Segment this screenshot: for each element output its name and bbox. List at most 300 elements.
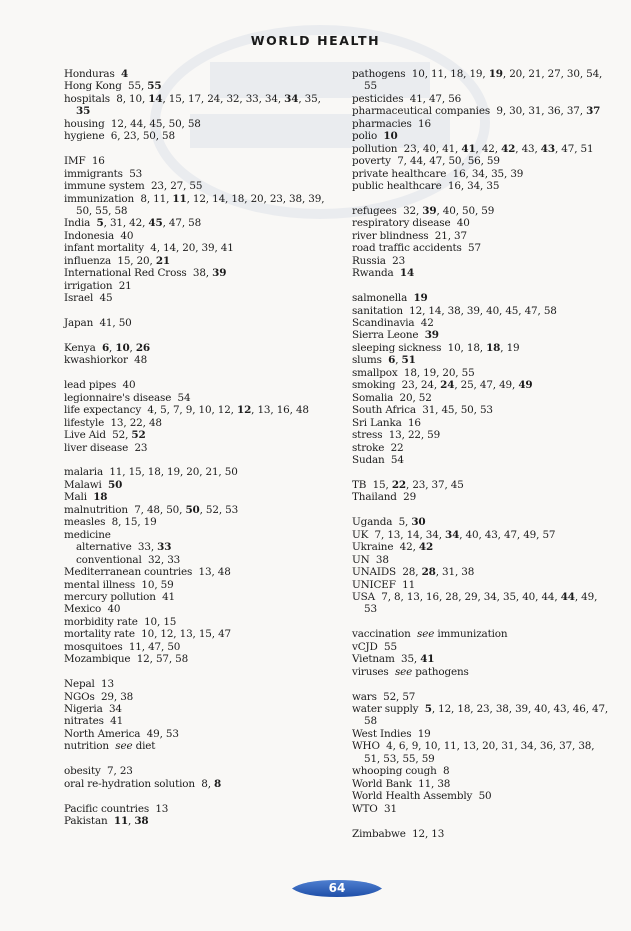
page-reference: 8 [140,192,147,205]
page-reference: 50 [142,130,156,143]
index-entry: hospitals 8, 10, 14, 15, 17, 24, 32, 33, 34, 34, 35, 35 [64,92,321,118]
index-entry [64,740,326,752]
index-entry: hygiene 6, 23, 50, 58 [64,130,175,143]
page-reference: 6 [101,341,110,354]
index-entry: sleeping sickness 10, 18, 18, 19 [352,341,520,354]
index-term: infant mortality [64,242,144,255]
page-reference: 20 [442,366,456,379]
page-reference: 23 [403,142,417,155]
page-reference: 23 [476,703,490,716]
index-term: sanitation [352,304,403,317]
index-term: lifestyle [64,416,105,429]
page-reference: 48 [295,404,309,417]
page-reference: 55 [461,366,475,379]
page-reference: 27 [547,68,561,80]
page-reference: 58 [543,304,557,317]
page-reference: 18 [466,341,480,354]
page-reference: 34 [284,92,299,105]
page-reference: 19 [469,68,483,80]
page-reference: 52 [131,429,146,442]
index-entry [352,666,612,678]
page-reference: 45 [148,217,163,230]
page-reference: 53 [479,404,493,417]
page-reference: 20 [509,68,523,80]
page-reference: 48 [148,416,162,429]
page-reference: 23 [269,192,283,205]
index-term: North America [64,727,141,740]
index-term: Sri Lanka [352,416,402,429]
page-reference: 35 [502,590,516,603]
page-reference: 41 [442,142,456,155]
index-letter-group [352,628,612,678]
page-reference: 18 [93,491,108,504]
page-reference: 45 [99,292,113,305]
index-term: immunization [64,192,135,205]
page-reference: 13 [198,566,212,579]
index-term: sleeping sickness [352,341,442,354]
page-reference: 34 [471,167,485,180]
index-entry [64,392,326,404]
page-reference: 37 [559,740,573,753]
index-entry [64,68,326,80]
index-entry: mental illness 10, 59 [64,578,174,591]
page-reference: 21 [434,229,448,242]
index-entry: wars 52, 57 [352,690,416,703]
index-term: pathogens [352,68,406,80]
index-term: malaria [64,466,104,479]
index-term: Sierra Leone [352,329,419,342]
page-reference: 48 [217,566,231,579]
page-reference: 14 [406,528,420,541]
index-term: pesticides [352,92,404,105]
page-reference: 26 [135,341,151,354]
index-term: Rwanda [352,267,394,280]
page-reference: 22 [390,441,404,454]
index-term: lead pipes [64,379,117,392]
index-entry: Vietnam 35, 41 [352,653,435,666]
index-term: World Health Assembly [352,790,473,803]
page-reference: 52 [383,690,397,703]
page-reference: 35 [491,167,504,180]
page-reference: 55 [189,180,203,193]
page-reference: 49 [499,379,513,392]
page-reference: 33 [245,92,259,105]
page-reference: 41 [162,590,175,603]
page-reference: 23 [134,441,148,454]
index-entry [64,703,326,715]
page-reference: 5 [398,516,406,529]
index-letter-group [64,466,326,665]
page-reference: 50 [167,640,181,653]
index-entry [64,715,326,727]
page-reference: 56 [448,92,462,105]
page-reference: 38 [289,192,302,205]
index-entry [352,118,612,130]
page-reference: 16 [426,590,439,603]
page-reference: 15 [117,254,131,267]
index-entry [352,765,612,777]
page-reference: 10 [383,130,398,143]
index-entry: housing 12, 44, 45, 50, 58 [64,117,201,130]
page-reference: 47 [168,217,182,230]
page-reference: 57 [542,528,556,541]
index-entry: Pakistan 11, 38 [64,815,149,828]
page-reference: 13 [257,404,271,417]
page-reference: 27 [170,180,184,193]
index-term: irrigation [64,279,113,292]
page-reference: 41 [220,242,234,255]
index-term: respiratory disease [352,217,451,230]
page-reference: 50 [460,404,474,417]
page-reference: 15 [168,92,182,105]
page-reference: 20 [186,466,200,479]
index-term: UK [352,528,369,541]
index-term: river blindness [352,229,429,242]
page-reference: 11 [402,578,416,591]
index-term: influenza [64,254,112,267]
index-entry [64,292,326,304]
index-term: Nepal [64,678,95,691]
index-term: Malawi [64,478,102,491]
page-reference: 12 [110,117,124,130]
index-letter-group [352,828,612,840]
page-reference: 37 [586,105,601,118]
index-term: malnutrition [64,503,128,516]
index-entry: oral re-hydration solution 8, 8 [64,777,222,790]
index-entry: mosquitoes 11, 47, 50 [64,640,181,653]
index-entry: measles 8, 15, 19 [64,516,157,529]
page-reference: 44 [409,155,423,168]
index-term: liver disease [64,441,129,454]
index-entry: Mediterranean countries 13, 48 [64,566,231,579]
page-reference: 14 [212,192,226,205]
index-entry [352,790,612,802]
page-reference: 16 [418,117,431,130]
index-entry [352,130,612,142]
index-entry: influenza 15, 20, 21 [64,254,170,267]
index-term: immigrants [64,167,123,180]
page-reference: 52 [418,391,432,404]
page-reference: 10 [144,615,157,628]
page-reference: 40 [465,528,479,541]
page-reference: 38 [192,267,206,280]
index-letter-group [352,68,612,193]
page-reference: 55 [95,204,109,217]
page-reference: 39 [422,204,437,217]
page-reference: 58 [364,715,377,728]
page-reference: 29 [403,491,417,504]
index-term: mosquitoes [64,640,123,653]
index-entry [64,603,326,615]
page-reference: 29 [464,590,478,603]
page-reference: 5 [424,703,432,716]
page-reference: 19 [143,516,157,529]
page-reference: 53 [165,727,179,740]
index-entry [352,317,612,329]
page-reference: 7 [134,503,141,516]
index-term: private healthcare [352,167,447,180]
index-term: Hong Kong [64,80,122,93]
page-reference: 54 [177,391,191,404]
page-reference: 19 [488,68,503,80]
page-reference: 13 [431,827,445,840]
page-reference: 10 [115,341,130,354]
index-term: immune system [64,180,145,193]
index-letter-group [64,765,326,790]
page-reference: 18 [486,341,501,354]
page-reference: 50 [224,466,238,479]
index-entry: immune system 23, 27, 55 [64,180,203,193]
page-reference: 47 [503,528,517,541]
page-reference: 30 [566,68,580,80]
index-entry: Somalia 20, 52 [352,391,432,404]
index-entry [352,728,612,740]
page-reference: 38 [495,703,509,716]
index-term: pollution [352,142,398,155]
index-term: road traffic accidents [352,242,462,255]
index-term: vaccination [352,628,411,641]
page-reference: 55 [402,752,416,765]
page-reference: 15 [372,478,386,491]
page-reference: 50 [118,317,132,330]
page-reference: 18 [231,192,245,205]
page-reference: 12 [160,628,174,641]
see-reference-label: see [417,628,435,641]
page-reference: 23 [392,254,406,267]
page-reference: 24 [440,379,455,392]
page-reference: 29 [100,690,114,703]
page-reference: 11 [431,68,444,80]
page-reference: 6 [398,740,406,753]
page-reference: 40 [422,142,436,155]
page-reference: 35 [76,105,91,118]
index-term: Nigeria [64,703,103,716]
page-reference: 31 [422,404,436,417]
page-reference: 22 [129,416,143,429]
index-entry [64,442,326,454]
page-reference: 13 [179,628,193,641]
index-term: life expectancy [64,404,142,417]
index-entry: World Bank 11, 38 [352,777,451,790]
index-entry: Hong Kong 55, 55 [64,80,162,93]
index-term: mortality rate [64,628,135,641]
index-term: Indonesia [64,229,115,242]
page-reference: 13 [387,528,401,541]
index-entry: poverty 7, 44, 47, 50, 56, 59 [352,155,500,168]
index-term: wars [352,690,377,703]
index-term: polio [352,130,378,143]
index-entry: International Red Cross 38, 39 [64,267,227,280]
index-term: nutrition [64,740,109,753]
index-entry: USA 7, 8, 13, 16, 28, 29, 34, 35, 40, 44, 44, 49, 53 [352,590,598,616]
index-term: South Africa [352,404,416,417]
index-entry: pathogens 10, 11, 18, 19, 19, 20, 21, 27, 30, 54, 55 [352,68,603,93]
index-term: legionnaire's disease [64,391,172,404]
index-term: Mexico [64,603,102,616]
page-reference: 12 [409,304,423,317]
index-term: NGOs [64,690,95,703]
index-term: Somalia [352,391,394,404]
index-term: poverty [352,155,391,168]
page-reference: 35 [400,653,414,666]
page-reference: 58 [188,217,202,230]
page-reference: 47 [479,379,493,392]
page-reference: 16 [91,155,105,168]
page-reference: 42 [399,541,413,554]
index-term: alternative [76,541,132,554]
page-reference: 15 [198,628,212,641]
index-term: Zimbabwe [352,827,406,840]
page-reference: 18 [457,703,471,716]
page-reference: 28 [445,590,459,603]
page-reference: 34 [445,528,460,541]
index-entry [352,454,612,466]
page-reference: 53 [225,503,239,516]
page-reference: 4 [150,242,157,255]
index-entry: Mozambique 12, 57, 58 [64,653,189,666]
index-term: pharmaceutical companies [352,105,491,118]
page-reference: 18 [450,68,464,80]
index-term: Sudan [352,454,385,467]
page-reference: 9 [411,740,419,753]
page-reference: 34 [108,703,122,716]
page-reference: 36 [539,740,553,753]
page-reference: 41 [420,653,435,666]
index-term: slums [352,354,382,367]
see-reference-target: pathogens [415,665,469,678]
page-reference: 8 [111,516,119,529]
index-entry: smallpox 18, 19, 20, 55 [352,366,475,379]
index-term: Mozambique [64,653,131,666]
page-reference: 11 [128,640,142,653]
index-term: Pakistan [64,815,108,828]
index-entry: infant mortality 4, 14, 20, 39, 41 [64,242,234,255]
index-column-left [64,68,326,840]
index-entry [352,442,612,454]
page-reference: 13 [155,802,169,815]
index-term: salmonella [352,292,408,305]
page-reference: 39 [424,329,439,342]
page-reference: 12 [192,192,206,205]
page-reference: 13 [388,429,402,442]
page-reference: 7 [107,765,114,778]
page-title: WORLD HEALTH [250,33,381,48]
page-reference: 50 [448,155,462,168]
index-entry [64,591,326,603]
page-reference: 9 [496,105,503,118]
index-entry: Live Aid 52, 52 [64,429,146,442]
page-reference: 50 [185,503,200,516]
page-reference: 50 [76,204,89,217]
page-reference: 38 [375,553,389,566]
page-reference: 14 [399,267,415,280]
page-reference: 43 [553,703,567,716]
page-reference: 13 [462,740,476,753]
index-term: public healthcare [352,180,442,193]
index-letter-group [64,678,326,753]
index-entry: lifestyle 13, 22, 48 [64,416,162,429]
index-entry: malaria 11, 15, 18, 19, 20, 21, 50 [64,466,238,479]
index-letter-group [64,379,326,454]
page-reference: 38 [461,566,475,579]
page-reference: 20 [482,740,496,753]
index-entry: Zimbabwe 12, 13 [352,827,445,840]
page-reference: 7 [381,590,388,603]
page-reference: 47 [429,155,443,168]
page-reference: 21 [155,254,170,267]
index-entry [64,168,326,180]
index-entry: TB 15, 22, 23, 37, 45 [352,478,464,491]
page-reference: 23 [150,180,164,193]
page-reference: 55 [384,640,397,653]
index-term: water supply [352,703,419,716]
index-term: Uganda [352,516,393,529]
page-reference: 31 [109,217,123,230]
index-entry: public healthcare 16, 34, 35 [352,180,500,193]
page-reference: 31 [442,566,455,579]
page-reference: 38 [447,304,461,317]
page-reference: 39 [510,167,524,180]
page-reference: 49 [581,590,595,603]
page-reference: 40 [456,217,470,230]
page-reference: 19 [413,292,428,305]
page-reference: 11 [109,466,123,479]
page-reference: 39 [212,267,227,280]
page-reference: 13 [406,590,420,603]
index-term: obesity [64,765,101,778]
page-reference: 37 [431,478,445,491]
index-term: hygiene [64,130,105,143]
page-reference: 42 [481,142,495,155]
page-reference: 31 [528,105,542,118]
page-reference: 4 [147,404,154,417]
index-entry: sanitation 12, 14, 38, 39, 40, 45, 47, 58 [352,304,557,317]
index-entry: immunization 8, 11, 11, 12, 14, 18, 20, 23, 38, 39, 50, 55, 58 [64,192,325,217]
index-entry: NGOs 29, 38 [64,690,134,703]
page-reference: 13 [110,416,124,429]
page-reference: 14 [163,242,176,255]
page-reference: 21 [118,279,132,292]
index-letter-group [64,342,326,367]
page-reference: 8 [394,590,401,603]
page-reference: 47 [148,640,161,653]
index-term: conventional [76,553,142,566]
page-reference: 12 [438,703,452,716]
page-reference: 5 [160,404,167,417]
page-reference: 10 [424,740,438,753]
page-reference: 59 [481,204,495,217]
index-term: mental illness [64,578,136,591]
page-reference: 13 [100,678,114,691]
index-entry: North America 49, 53 [64,727,179,740]
page-reference: 33 [167,553,181,566]
index-term: TB [352,478,367,491]
index-entry [352,417,612,429]
index-entry: obesity 7, 23 [64,765,133,778]
page-reference: 19 [417,727,431,740]
page-reference: 16 [452,167,466,180]
index-entry: smoking 23, 24, 24, 25, 47, 49, 49 [352,379,533,392]
index-term: stroke [352,441,385,454]
index-entry [352,255,612,267]
page-reference: 10 [411,68,425,80]
page-reference: 35 [486,180,500,193]
page-reference: 49 [523,528,537,541]
page-reference: 9 [185,404,193,417]
page-reference: 10 [447,341,461,354]
page-reference: 53 [364,603,377,616]
index-term: vCJD [352,640,378,653]
